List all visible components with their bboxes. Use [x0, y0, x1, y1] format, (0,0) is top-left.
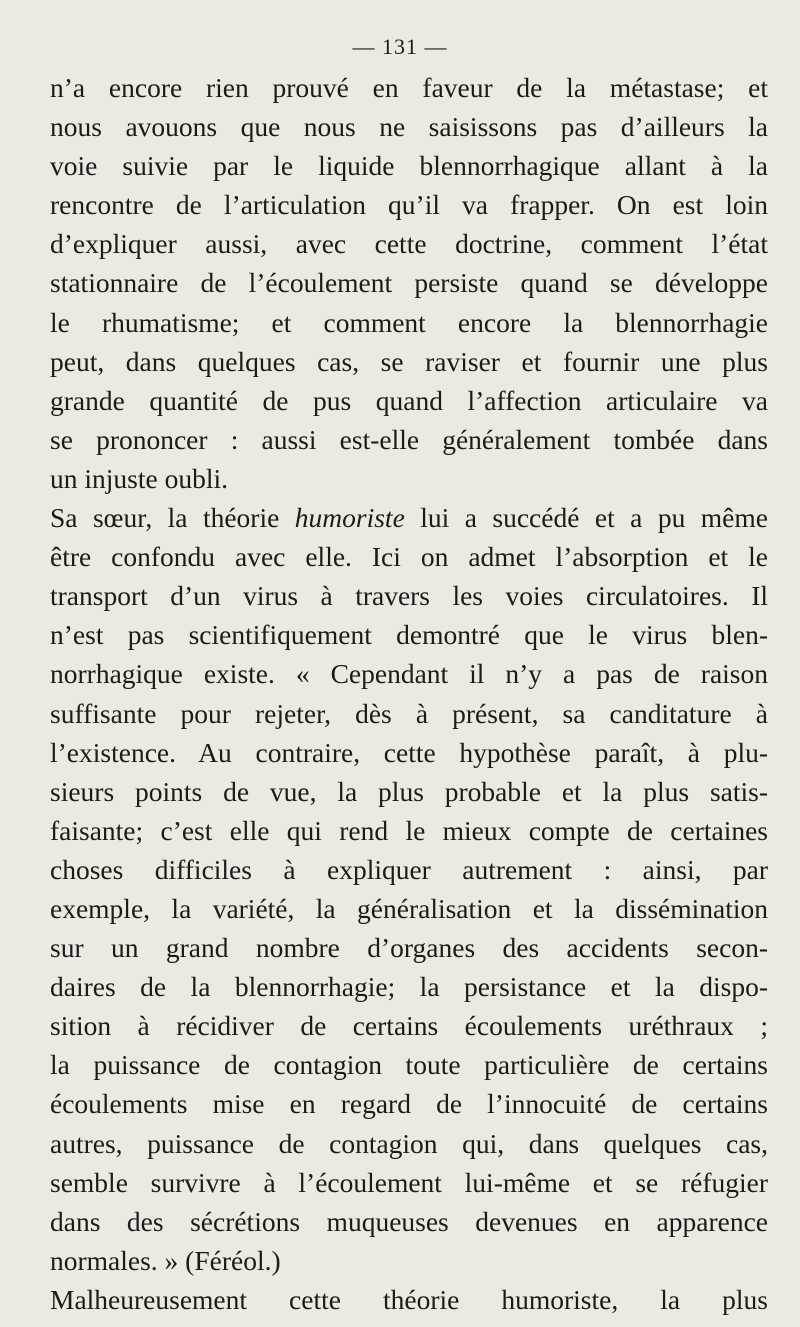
text-line: écoulements mise en regard de l’innocuité de certains [50, 1088, 768, 1120]
italic-term: humoriste [294, 502, 405, 534]
text-line: autres, puissance de contagion qui, dans quelques cas, [50, 1127, 768, 1159]
text-line: un injuste oubli. [50, 462, 228, 494]
page-number: — 131 — [352, 34, 448, 59]
text-line: daires de la blennorrhagie; la persistance et la dispo- [50, 971, 768, 1003]
text-line: être confondu avec elle. Ici on admet l’absorption et le [50, 541, 768, 573]
text-line: sition à récidiver de certains écoulements uréthraux ; [50, 1010, 768, 1042]
text-line: faisante; c’est elle qui rend le mieux compte de certaines [50, 814, 768, 846]
text-line: choses difficiles à expliquer autrement : ainsi, par [50, 853, 768, 885]
text-line: stationnaire de l’écoulement persiste quand se développe [50, 267, 768, 299]
text-line: dans des sécrétions muqueuses devenues en apparence [50, 1205, 768, 1237]
text-line: normales. » (Féréol.) [50, 1244, 281, 1276]
text-line: d’expliquer aussi, avec cette doctrine, comment l’état [50, 228, 768, 260]
body-text [50, 68, 768, 1319]
text-line: n’a encore rien prouvé en faveur de la métastase; et [50, 72, 768, 103]
text-line: Malheureusement cette théorie humoriste, la plus [50, 1283, 768, 1315]
paragraph-first-line [50, 498, 768, 537]
text-line: semble survivre à l’écoulement lui-même et se réfugier [50, 1166, 768, 1198]
text-line: sieurs points de vue, la plus probable et la plus satis- [50, 775, 768, 807]
text-line: n’est pas scientifiquement demontré que le virus blen- [50, 619, 768, 651]
text-line: suffisante pour rejeter, dès à présent, sa canditature à [50, 697, 768, 729]
text-line: le rhumatisme; et comment encore la blennorrhagie [50, 306, 768, 338]
text-line: sur un grand nombre d’organes des accidents secon- [50, 932, 768, 964]
text-line: rencontre de l’articulation qu’il va frapper. On est loin [50, 189, 768, 221]
text-run: Sa sœur, la théorie [50, 502, 295, 534]
text-line: peut, dans quelques cas, se raviser et fournir une plus [50, 345, 768, 377]
text-line: grande quantité de pus quand l’affection articulaire va [50, 384, 768, 416]
text-run: lui a succédé et a pu même [404, 502, 768, 534]
text-line: la puissance de contagion toute particulière de certains [50, 1049, 768, 1081]
text-line: nous avouons que nous ne saisissons pas d’ailleurs la [50, 111, 768, 143]
text-line: transport d’un virus à travers les voies circulatoires. Il [50, 580, 768, 612]
text-line: exemple, la variété, la généralisation et la dissémination [50, 892, 768, 924]
text-line: voie suivie par le liquide blennorrhagique allant à la [50, 150, 768, 182]
text-line: l’existence. Au contraire, cette hypothèse paraît, à plu- [50, 736, 768, 768]
text-line: norrhagique existe. « Cependant il n’y a pas de raison [50, 658, 768, 690]
text-line: se prononcer : aussi est-elle généralement tombée dans [50, 423, 768, 455]
